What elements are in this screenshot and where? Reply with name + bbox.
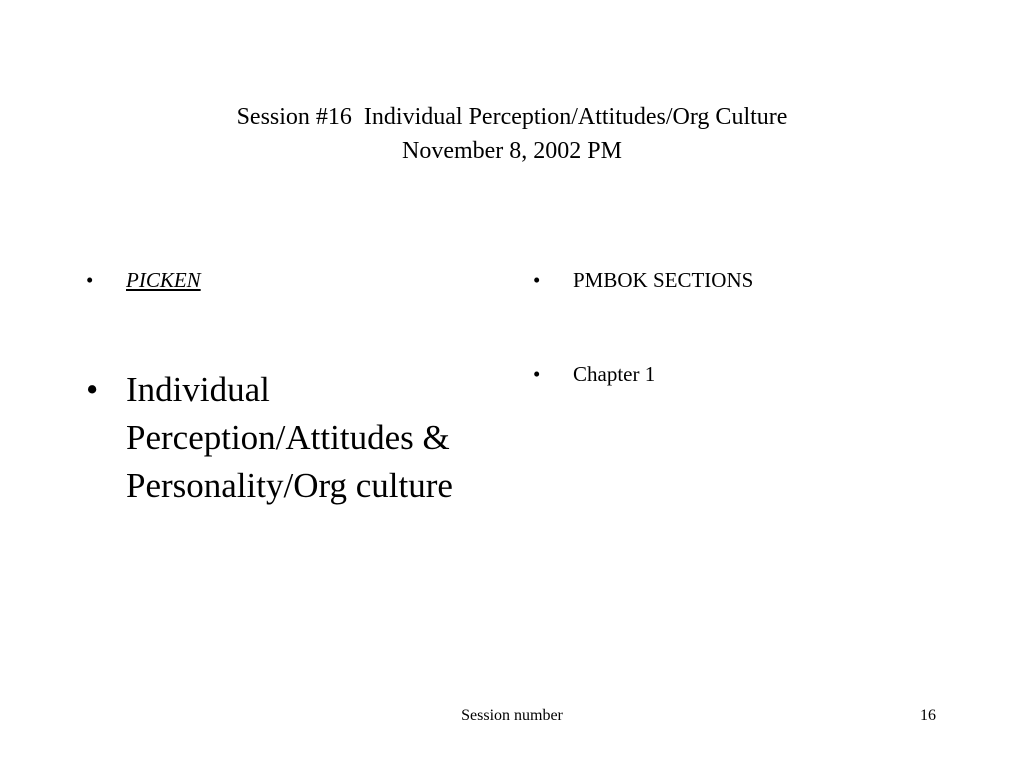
title-line-1: Session #16 Individual Perception/Attitudes/Org Culture [236, 104, 788, 130]
right-column [533, 263, 953, 391]
bullet-pmbok-sections [533, 263, 953, 297]
footer-page-number: 16 [920, 707, 936, 724]
bullet-text: Individual Perception/Attitudes & Personality/Org culture [126, 370, 453, 505]
bullet-individual-perception [86, 366, 476, 510]
left-column [86, 263, 476, 510]
bullet-text: Chapter 1 [573, 362, 656, 386]
bullet-dot: • [533, 362, 541, 386]
footer-session-label: Session number [461, 707, 563, 724]
bullet-dot: • [533, 268, 541, 292]
bullet-text: PMBOK SECTIONS [573, 268, 754, 292]
slide-title [0, 100, 1024, 168]
bullet-chapter-1 [533, 357, 953, 391]
bullet-dot: • [86, 268, 94, 292]
bullet-dot: • [86, 370, 99, 409]
bullet-picken [86, 263, 476, 297]
picken-link[interactable]: PICKEN [126, 268, 201, 292]
title-line-2: November 8, 2002 PM [402, 138, 622, 164]
